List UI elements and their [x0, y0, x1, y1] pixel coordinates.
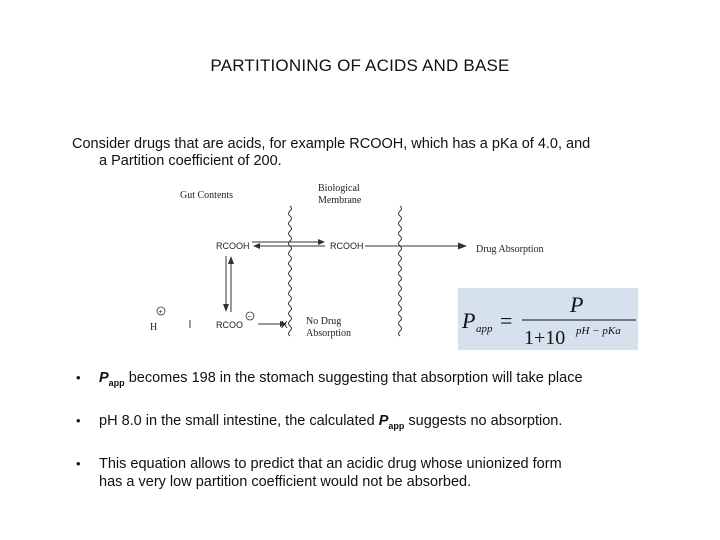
formula-one-plus-ten: 1+10: [524, 327, 566, 349]
formula-lhs: P: [462, 308, 476, 333]
arrow-forward-head: [318, 239, 325, 245]
formula-equals: =: [500, 308, 513, 333]
membrane-right-wave: [399, 206, 402, 336]
bullet-3-line-2: has a very low partition coefficient would not be absorbed.: [99, 474, 472, 490]
plus-charge-sign: +: [158, 309, 163, 316]
arrow-back-head: [253, 243, 260, 249]
minus-charge-sign: −: [247, 314, 252, 321]
bullet-dot-3: •: [76, 456, 81, 471]
bullet-text-3: [99, 455, 669, 491]
rcoo-ion-label: RCOO: [216, 320, 243, 330]
intro-line-2: a Partition coefficient of 200.: [99, 153, 282, 169]
no-drug-label-2: Absorption: [306, 328, 351, 339]
intro-line-1: Consider drugs that are acids, for example RCOOH, which has a pKa of 4.0, and: [72, 136, 591, 152]
absorption-arrow-head: [458, 243, 467, 250]
gut-contents-label: Gut Contents: [180, 190, 234, 201]
bullet-dot-2: •: [76, 413, 81, 428]
bullet-dot-1: •: [76, 370, 81, 385]
formula-lhs-sub: app: [476, 323, 493, 335]
slide-title: PARTITIONING OF ACIDS AND BASE: [210, 56, 510, 75]
papp-symbol-1: $P_{app}$: [99, 370, 125, 388]
drug-absorption-label: Drug Absorption: [476, 244, 544, 255]
papp-symbol-2: $P_{app}$: [378, 413, 405, 431]
membrane-left-wave: [289, 206, 292, 336]
blocked-mark: X: [281, 320, 288, 331]
bullet-text-1: $P_{app}$ becomes 198 in the stomach suggesting that absorption will take place: [99, 370, 583, 388]
papp-formula-box: [458, 288, 638, 350]
formula-exponent: pH − pKa: [576, 325, 621, 337]
bullet-3-line-1: This equation allows to predict that an acidic drug whose unionized form: [99, 456, 562, 472]
rcooh-right-label: RCOOH: [330, 241, 364, 251]
membrane-label-1: Biological: [318, 183, 360, 194]
formula-numerator: P: [570, 292, 584, 317]
h-ion-label: H: [150, 322, 158, 333]
membrane-label-2: Membrane: [318, 195, 362, 206]
no-drug-label-1: No Drug: [306, 316, 342, 327]
rcooh-left-label: RCOOH: [216, 241, 250, 251]
arrow-up-head: [228, 256, 234, 264]
intro-paragraph: [72, 136, 672, 170]
arrow-down-head: [223, 304, 229, 312]
bullet-text-2: pH 8.0 in the small intestine, the calculated $P_{app}$ suggests no absorption.: [99, 413, 563, 431]
